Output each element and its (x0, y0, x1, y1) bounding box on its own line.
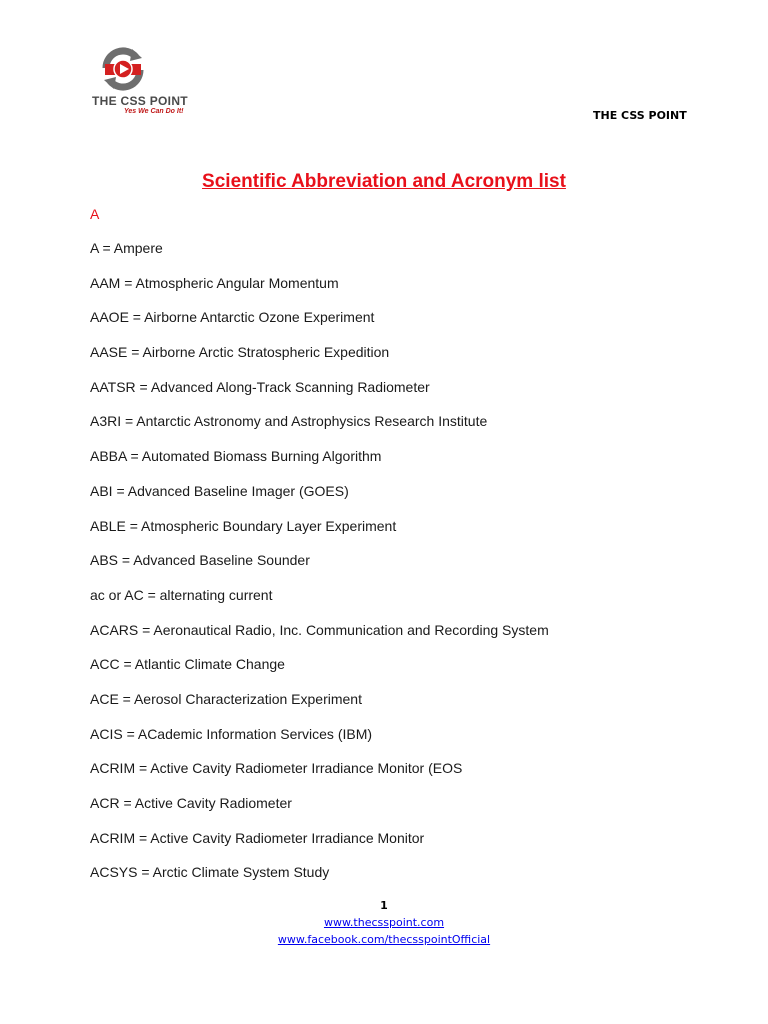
document-title: Scientific Abbreviation and Acronym list (202, 170, 566, 192)
acronym-entry: A3RI = Antarctic Astronomy and Astrophysics Research Institute (90, 413, 488, 430)
logo-emblem-icon (98, 44, 148, 94)
acronym-entry: ac or AC = alternating current (90, 586, 273, 603)
acronym-entry: ACARS = Aeronautical Radio, Inc. Communication and Recording System (90, 621, 549, 638)
logo-tagline: Yes We Can Do It! (124, 108, 184, 115)
logo-name-text: THE CSS POINT (92, 94, 188, 108)
acronym-entry: ABS = Advanced Baseline Sounder (90, 552, 310, 569)
acronym-entry: ABI = Advanced Baseline Imager (GOES) (90, 482, 349, 499)
acronym-entry: ABBA = Automated Biomass Burning Algorithm (90, 448, 382, 465)
acronym-entry: ABLE = Atmospheric Boundary Layer Experiment (90, 517, 397, 534)
acronym-entry: A = Ampere (90, 240, 163, 256)
acronym-list (90, 240, 549, 899)
section-letter: A (90, 206, 100, 222)
acronym-entry: AAOE = Airborne Antarctic Ozone Experiment (90, 309, 375, 326)
page-number: 1 (380, 899, 388, 912)
acronym-entry: ACC = Atlantic Climate Change (90, 656, 285, 673)
acronym-entry: ACSYS = Arctic Climate System Study (90, 864, 330, 881)
acronym-entry: ACRIM = Active Cavity Radiometer Irradiance Monitor (EOS (90, 760, 463, 777)
facebook-link[interactable]: www.facebook.com/thecsspointOfficial (277, 933, 491, 946)
acronym-entry: AATSR = Advanced Along-Track Scanning Radiometer (90, 378, 430, 395)
acronym-entry: ACRIM = Active Cavity Radiometer Irradiance Monitor (90, 829, 425, 846)
acronym-entry: AAM = Atmospheric Angular Momentum (90, 274, 339, 291)
acronym-entry: ACE = Aerosol Characterization Experiment (90, 690, 362, 707)
site-name-header: THE CSS POINT (593, 109, 687, 122)
acronym-entry: ACR = Active Cavity Radiometer (90, 795, 292, 811)
acronym-entry: AASE = Airborne Arctic Stratospheric Expedition (90, 344, 390, 361)
website-link[interactable]: www.thecsspoint.com (323, 916, 445, 929)
css-point-logo (90, 44, 202, 120)
page-footer (0, 898, 768, 948)
acronym-entry: ACIS = ACademic Information Services (IBM) (90, 725, 373, 742)
